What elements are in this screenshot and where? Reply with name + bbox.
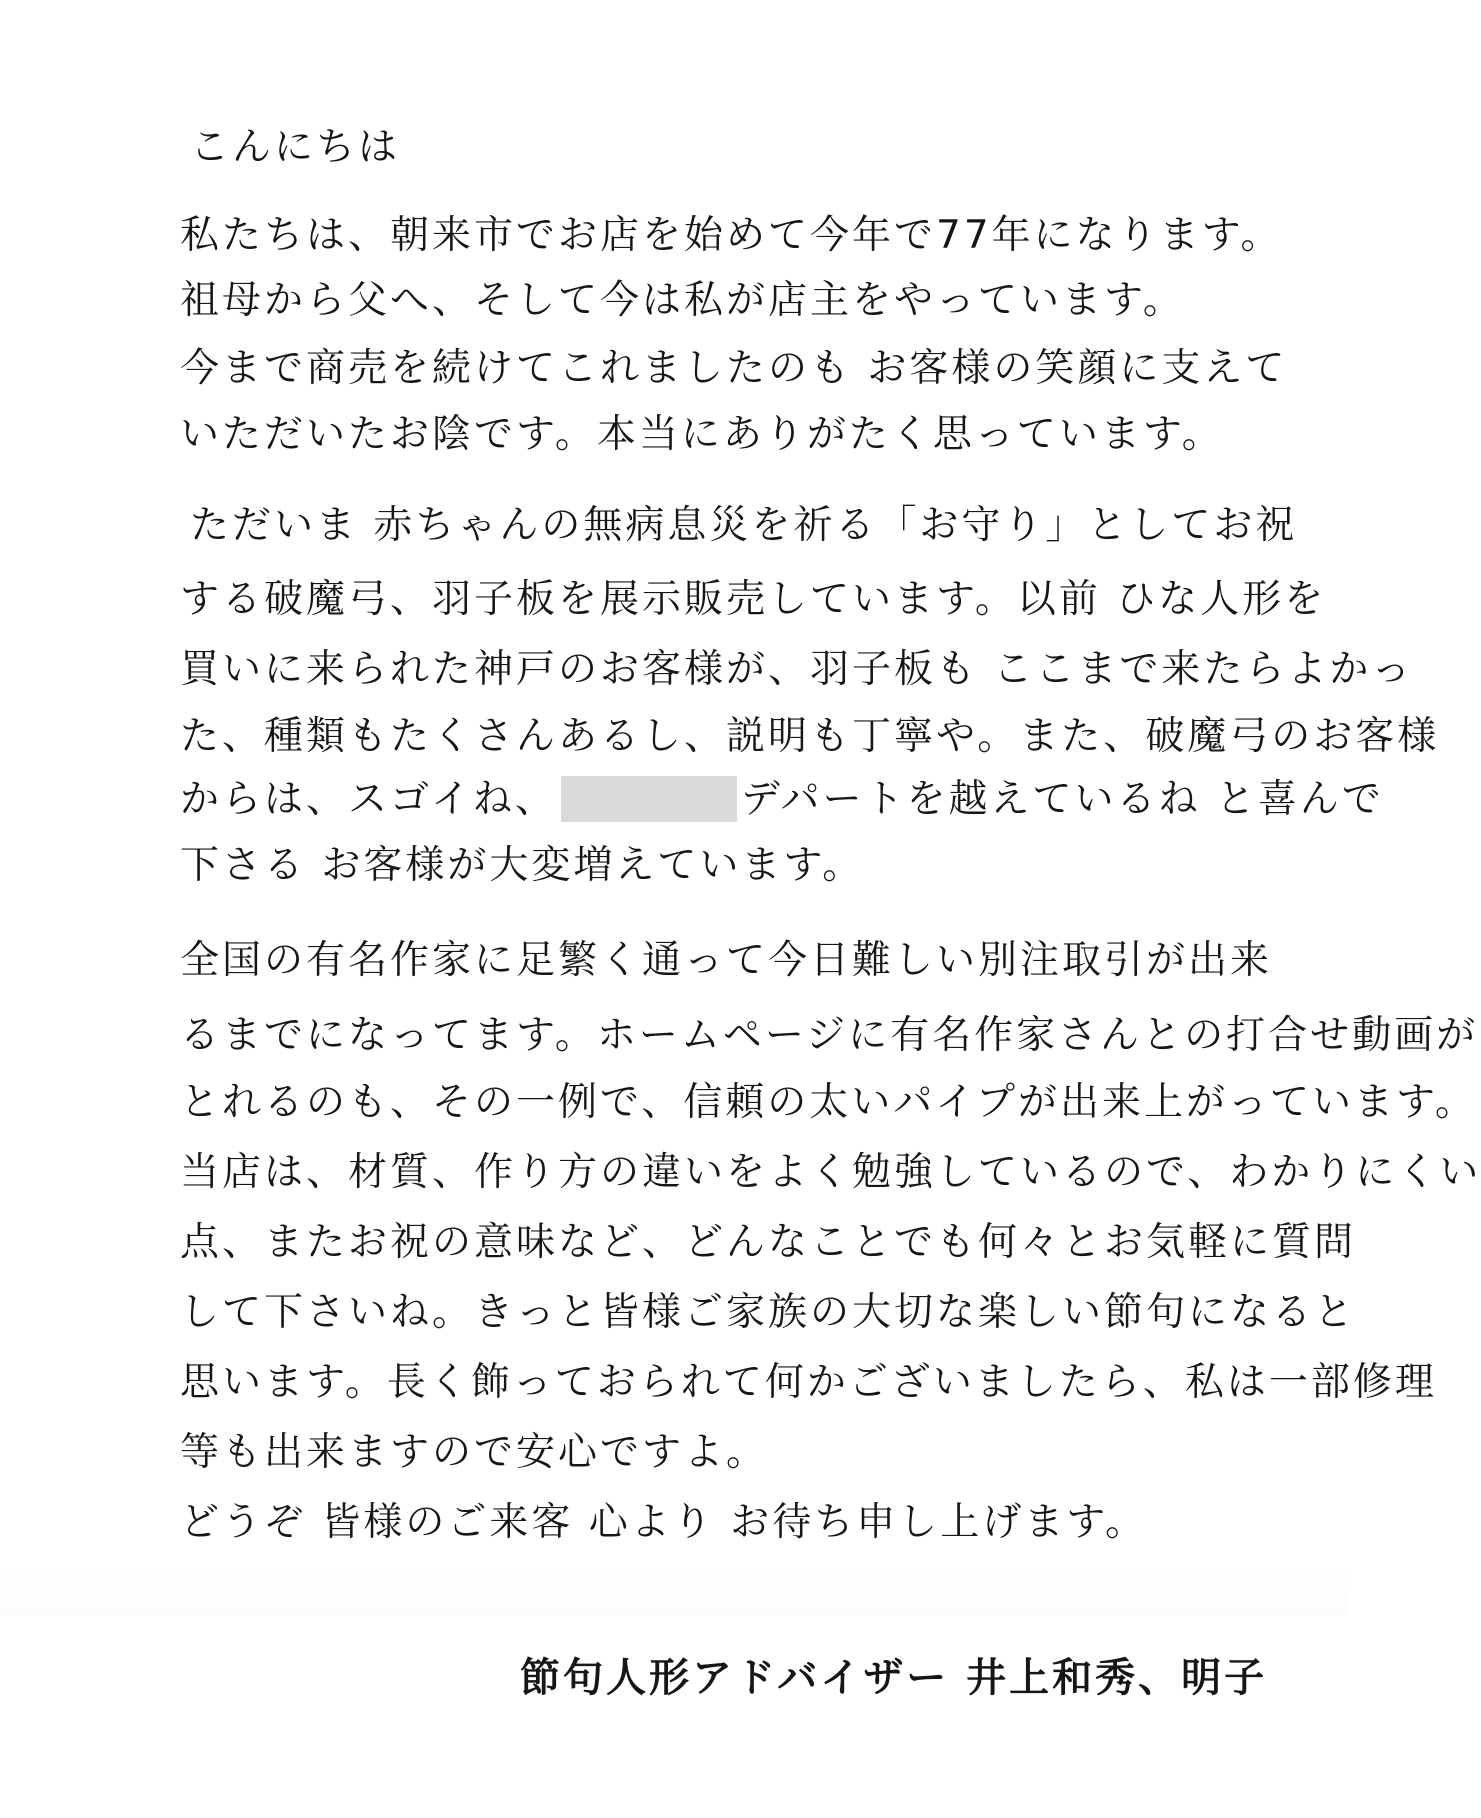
- letter-line-6: する破魔弓、羽子板を展示販売しています。以前 ひな人形を: [180, 577, 1327, 622]
- letter-line-1: 私たちは、朝来市でお店を始めて今年で77年になります。: [180, 213, 1283, 258]
- letter-line-4: いただいたお陰です。本当にありがたく思っています。: [180, 412, 1224, 457]
- greeting: こんにちは: [190, 125, 401, 170]
- letter-line-9: [180, 774, 1384, 826]
- letter-line-12: るまでになってます。ホームページに有名作家さんとの打合せ動画が: [180, 1013, 1479, 1058]
- letter-line-9-start: からは、スゴイね、: [180, 777, 557, 822]
- letter-line-17: 思います。長く飾っておられて何かございましたら、私は一部修理: [180, 1360, 1437, 1405]
- redacted-block: [561, 776, 737, 822]
- signature: 節句人形アドバイザー 井上和秀、明子: [520, 1655, 1268, 1701]
- letter-line-15: 点、またお祝の意味など、どんなことでも何々とお気軽に質問: [180, 1220, 1357, 1265]
- letter-line-14: 当店は、材質、作り方の違いをよく勉強しているので、わかりにくい: [180, 1150, 1481, 1195]
- letter-line-13: とれるのも、その一例で、信頼の太いパイプが出来上がっています。: [180, 1080, 1477, 1125]
- letter-line-2: 祖母から父へ、そして今は私が店主をやっています。: [180, 278, 1185, 323]
- letter-line-18: 等も出来ますので安心ですよ。: [180, 1430, 769, 1475]
- letter-line-10: 下さる お客様が大変増えています。: [180, 843, 865, 888]
- letter-line-5: ただいま 赤ちゃんの無病息災を祈る「お守り」としてお祝: [190, 503, 1298, 548]
- letter-line-16: して下さいね。きっと皆様ご家族の大切な楽しい節句になると: [180, 1290, 1357, 1335]
- letter-line-7: 買いに来られた神戸のお客様が、羽子板も ここまで来たらよかっ: [180, 647, 1414, 692]
- letter-line-19: どうぞ 皆様のご来客 心より お待ち申し上げます。: [180, 1500, 1148, 1545]
- letter-line-11: 全国の有名作家に足繁く通って今日難しい別注取引が出来: [180, 938, 1273, 983]
- letter-line-3: 今まで商売を続けてこれましたのも お客様の笑顔に支えて: [180, 346, 1288, 391]
- letter-line-8: た、種類もたくさんあるし、説明も丁寧や。また、破魔弓のお客様: [180, 714, 1440, 759]
- paper-shade: [0, 1565, 1349, 1615]
- letter-line-9-end: デパートを越えているね と喜んで: [740, 777, 1384, 822]
